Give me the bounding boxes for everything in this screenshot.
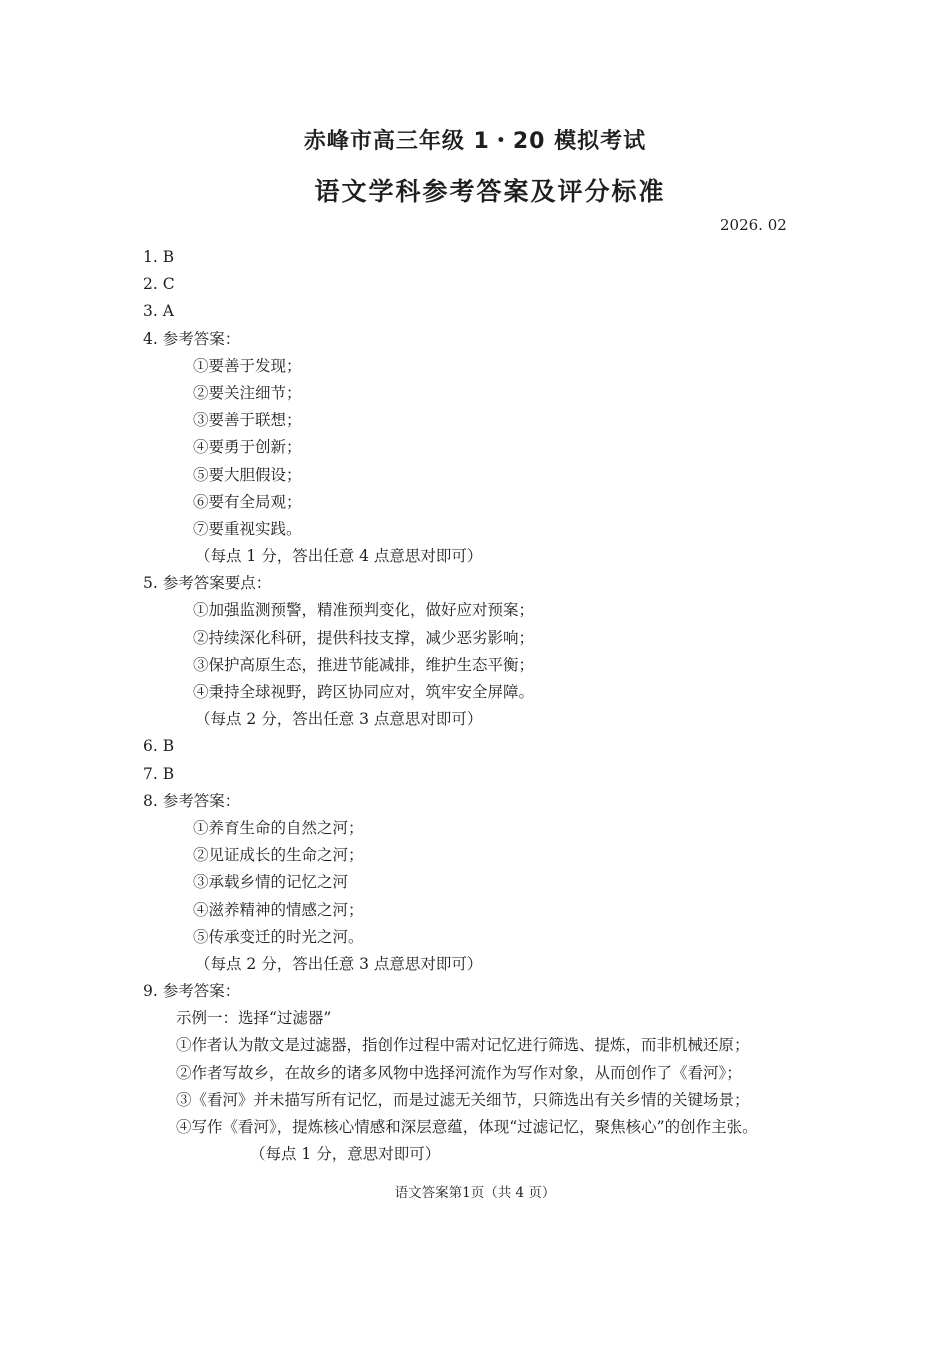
question-8-label: 8. 参考答案：: [143, 791, 241, 810]
q8-point: ③承载乡情的记忆之河: [193, 873, 349, 892]
q5-point: ③保护高原生态，推进节能减排，维护生态平衡；: [193, 655, 535, 674]
q9-point: ②作者写故乡，在故乡的诸多风物中选择河流作为写作对象，从而创作了《看河》；: [176, 1063, 742, 1082]
document-subtitle: 语文学科参考答案及评分标准: [314, 177, 666, 206]
q9-point: ③《看河》并未描写所有记忆，而是过滤无关细节，只筛选出有关乡情的关键场景；: [176, 1090, 750, 1109]
q5-point: ②持续深化科研，提供科技支撑，减少恶劣影响；: [193, 628, 535, 647]
page-footer: 语文答案第1页（共 4 页）: [394, 1185, 556, 1201]
q8-point: ①养育生命的自然之河；: [193, 818, 364, 837]
q9-point: ④写作《看河》，提炼核心情感和深层意蕴，体现“过滤记忆，聚焦核心”的创作主张。: [176, 1118, 758, 1136]
q5-scoring-note: （每点 2 分，答出任意 3 点意思对即可）: [195, 710, 483, 729]
q9-scoring-note: （每点 1 分，意思对即可）: [250, 1145, 441, 1164]
q9-point: ①作者认为散文是过滤器，指创作过程中需对记忆进行筛选、提炼，而非机械还原；: [176, 1036, 750, 1055]
question-9-label: 9. 参考答案：: [143, 982, 241, 1001]
answer-list: [143, 244, 823, 1168]
document-date: 2026. 02: [720, 216, 787, 234]
q5-point: ①加强监测预警，精准预判变化，做好应对预案；: [193, 601, 535, 620]
q5-point: ④秉持全球视野，跨区协同应对，筑牢安全屏障。: [193, 683, 535, 701]
q8-point: ④滋养精神的情感之河；: [193, 900, 364, 919]
q4-point: ⑥要有全局观；: [193, 492, 302, 511]
q8-scoring-note: （每点 2 分，答出任意 3 点意思对即可）: [195, 954, 483, 973]
answer-q3: 3. A: [143, 302, 174, 321]
question-5-label: 5. 参考答案要点：: [143, 574, 272, 593]
q4-point: ⑤要大胆假设；: [193, 465, 302, 484]
exam-title: 赤峰市高三年级 1・20 模拟考试: [303, 129, 647, 154]
q4-point: ①要善于发现；: [193, 356, 302, 375]
answer-q2: 2. C: [143, 275, 175, 294]
q8-point: ⑤传承变迁的时光之河。: [193, 927, 364, 946]
q9-example-heading: 示例一：选择“过滤器”: [176, 1009, 332, 1028]
question-4-label: 4. 参考答案：: [143, 329, 241, 348]
q4-scoring-note: （每点 1 分，答出任意 4 点意思对即可）: [195, 547, 483, 566]
q4-point: ③要善于联想；: [193, 411, 302, 430]
q4-point: ④要勇于创新；: [193, 438, 302, 457]
q4-point: ②要关注细节；: [193, 383, 302, 402]
answer-q1: 1. B: [143, 248, 175, 266]
answer-q7: 7. B: [143, 764, 175, 783]
answer-q6: 6. B: [143, 737, 175, 756]
q4-point: ⑦要重视实践。: [193, 519, 302, 538]
q8-point: ②见证成长的生命之河；: [193, 846, 364, 865]
